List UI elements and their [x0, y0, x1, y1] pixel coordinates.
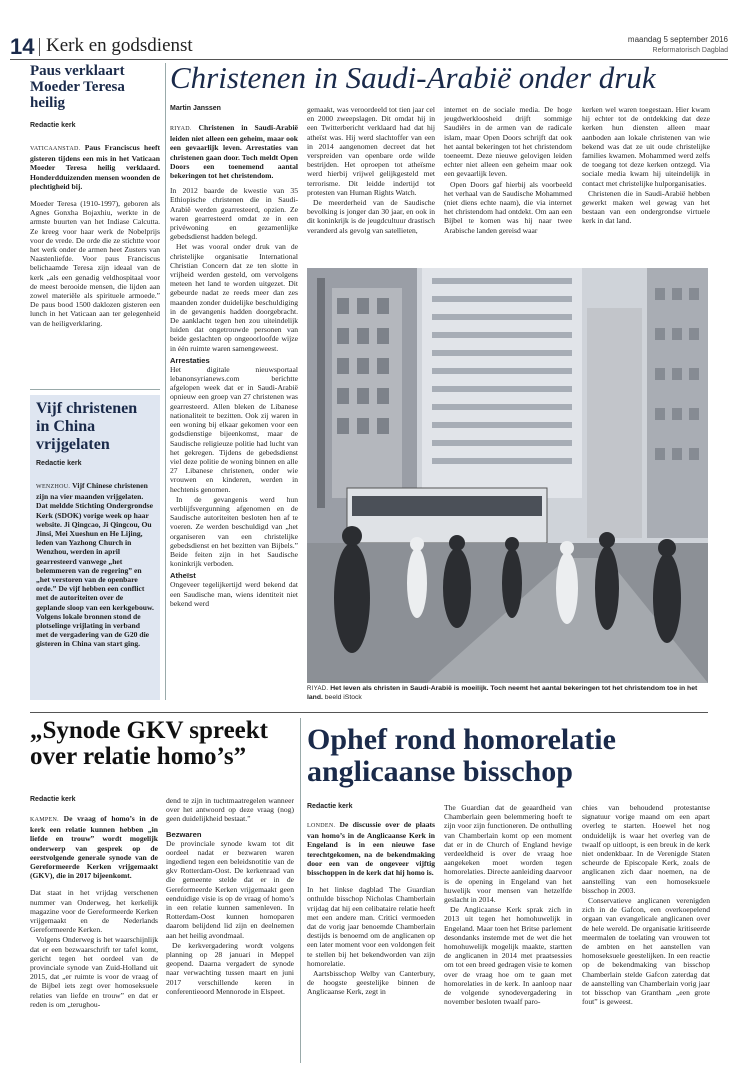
saudi-lead: Christenen in Saudi-Arabië leiden niet alleen een geheim, maar ook een gevaarlijk leven. Arrestaties van christenen gaan door. Toch meldt Open Doors een toenemend aantal bekeringen tot het christendom. — [170, 123, 298, 181]
saudi-col2-p2: De meerderheid van de Saudische bevolking is jonger dan 30 jaar, en ook in dit koninkrijk is de jeugdcultuur drastisch veranderd als gevolg van satellieten, — [307, 198, 435, 235]
saudi-col3-p2: Open Doors gaf hierbij als voorbeeld het verhaal van de Saudische Mohammed (niet diens echte naam), die via internet het christendom had ontdekt. Om aan een Bijbel te komen was hij naar twee Arabische landen gereisd waar — [444, 179, 572, 235]
saudi-subhead-atheist: Atheïst — [170, 571, 196, 581]
ophef-col1-p2: Aartsbisschop Welby van Canterbury, de hoogste geestelijke binnen de Anglicaanse Kerk, zegt in — [307, 969, 435, 997]
ophef-col2 — [444, 803, 572, 1007]
header-divider — [39, 38, 40, 56]
paus-body: Moeder Teresa (1910-1997), geboren als Agnes Gonxha Bojaxhiu, werkte in de armste buurten van het Indiase Calcutta. Ze kreeg voor haar werk de Nobelprijs voor de vrede. De orde die ze stichtte voor het werk onder de armen heet Zusters van Naastenliefde. Voor paus Franciscus belichaamde Teresa zijn ideaal van de kerk „als een genadig veldhospitaal voor de meest berooide mensen, die lijden aan zowel materiële als spirituele armoede.” De paus bood 1500 daklozen gisteren een lunch in het Vaticaan aan ter gelegenheid van de heiligverklaring. — [30, 199, 160, 328]
china-location: WENZHOU. — [36, 484, 71, 490]
saudi-col1-p4: In de gevangenis werd hun verblijfsvergunning afgenomen en de Saudische autoriteiten besloten hen af te voeren. Ze werden beschuldigd van „het organiseren van een christelijke gebedsdienst en het bezitten van Bijbels.” Beide feiten zijn in het Saudische koninkrijk verboden. — [170, 494, 298, 569]
saudi-col3-p1: internet en de sociale media. De hoge jeugdwerkloosheid drijft sommige Saudiërs in de armen van de radicale islam, maar Open Doors schrijft dat ook het aantal bekeringen tot het christendom toeneemt. Deze nieuwe gelovigen leiden echter niet alleen een geheim maar ook een gevaarlijk leven. — [444, 105, 572, 179]
china-headline: Vijf christenen in China vrijgelaten — [36, 400, 138, 453]
synode-col2-p3: De kerkvergadering wordt volgens planning op 28 januari in Meppel geopend. Daarna vergadert de synode naar verwachting tussen maart en juni 2017 verschillende keren in conferentieoord Mennorode in Elspeet. — [166, 940, 294, 996]
photo-caption — [307, 685, 708, 702]
section-title: Kerk en godsdienst — [46, 35, 193, 56]
saudi-byline: Martin Janssen — [170, 105, 221, 112]
paus-byline: Redactie kerk — [30, 122, 76, 129]
paus-rule — [30, 389, 160, 390]
synode-headline: „Synode GKV spreekt over relatie homo’s” — [30, 717, 269, 770]
saudi-photo — [307, 268, 708, 683]
paus-lead: Paus Franciscus heeft gisteren tijdens een mis in het Vaticaan Moeder Teresa heilig verklaard. Honderdduizenden mensen woonden de plechtigheid bij. — [30, 143, 160, 191]
header-date: maandag 5 september 2016 — [627, 35, 728, 44]
saudi-col1 — [170, 123, 298, 609]
synode-col2-p2: De provinciale synode kwam tot dit oordeel nadat er bezwaren waren ingediend tegen een beleidsnotitie van de gkv Rotterdam-Oost. De kerkenraad van die gemeente stelde dat er in de Gereformeerde Kerken vrijgemaakt geen eenduidige visie is op de vraag of homo’s in een relatie kunnen samenleven. In Rotterdam-Oost kunnen homoparen daarom belijdend lid zijn en deelnemen aan het heilig avondmaal. — [166, 838, 294, 940]
synode-lead: De vraag of homo’s in de kerk een relatie kunnen hebben „in liefde en trouw” wordt mogelijk onderwerp van gesprek op de eerstvolgende generale synode van de Gereformeerde Kerken vrijgemaakt (GKV), die in 2017 bijeenkomt. — [30, 814, 158, 881]
saudi-col2 — [307, 105, 435, 236]
column-rule-1 — [165, 63, 166, 700]
saudi-col1-p1: In 2012 baarde de kwestie van 35 Ethiopische christenen die in Saudi-Arabië werden gearresteerd, opzien. Ze waren gearresteerd omdat ze in een privéwoning en gezamenlijke gebedsdienst hadden belegd. — [170, 186, 298, 242]
ophef-col3 — [582, 803, 710, 1007]
synode-location: KAMPEN. — [30, 817, 59, 823]
saudi-col1-p3: Het digitale nieuwsportaal lebanonsyrianews.com berichtte afgelopen week dat er in Saudi-Arabië opnieuw een groep van 27 christenen was gearresteerd. Allen bleken de Libanese nationaliteit te bezitten. Ook zij waren in een woning bij elkaar gekomen voor een godsdienstige bijeenkomst, maar de Saudische religieuze politie had lucht van het gekregen. Tijdens de gebedsdienst viel deze politie de woning binnen en alle 27 Libanese christenen, onder wie vrouwen en kinderen, werden in hechtenis genomen. — [170, 364, 298, 494]
saudi-col1-p5: Ongeveer tegelijkertijd werd bekend dat een Saudische man, wiens identiteit niet bekend werd — [170, 580, 298, 608]
ophef-col2-p2: De Anglicaanse Kerk sprak zich in 2013 uit tegen het homohuwelijk in Engeland. Maar toen het Britse parlement desondanks instemde met de wet die het homohuwelijk mogelijk maakte, startten de anglicanen in 2014 met praatsessies om tot een breed gedragen visie te komen over de vraag hoe om te gaan met homorelaties in de kerk. In aanloop naar de volgende synodevergadering in november besloten twaalf paro- — [444, 905, 572, 1007]
caption-location: RIYAD. — [307, 686, 329, 692]
city-street-image — [307, 268, 708, 683]
saudi-location: RIYAD. — [170, 126, 192, 132]
saudi-col4-p2: Christenen die in Saudi-Arabië hebben gewerkt maken wel gewag van het bestaan van een ondergrondse virtuele kerk in dat land. — [582, 188, 710, 226]
saudi-col2-p1: gemaakt, was veroordeeld tot tien jaar cel en 2000 zweepslagen. Dit omdat hij in een Twitterbericht verklaard had dat hij atheïst was. Hij werd slachtoffer van een in 2014 aangenomen decreet dat het verspreiden van openbare orde wilde bestrijden. Het oproepen tot atheïsme werd hierbij vrijwel gelijkgesteld met terrorisme. Dit leidde indertijd tot protesten van Human Rights Watch. — [307, 105, 435, 197]
ophef-location: LONDEN. — [307, 823, 336, 829]
paus-headline: Paus verklaart Moeder Teresa heilig — [30, 63, 125, 111]
saudi-headline: Christenen in Saudi-Arabië onder druk — [170, 60, 656, 95]
synode-subhead: Bezwaren — [166, 829, 202, 839]
ophef-byline: Redactie kerk — [307, 803, 353, 810]
caption-credit: beeld iStock — [324, 693, 362, 701]
china-lead: Vijf Chinese christenen zijn na vier maanden vrijgelaten. Dat meldde Stichting Ondergrondse Kerk (SDOK) vorige week op haar website. Ji Qingcao, Ji Qingcou, Ou Jinsi, Mei Xueshun en He Lijing, leden van Yazhong Church in Wenzhou, werden in april gearresteerd vanwege „het belemmeren van de regering” en „het verstoren van de openbare orde.” De vijf hebben een conflict met de autoriteiten over de geplande sloop van een kerkgebouw. Volgens lokale bronnen stond de plotselinge vrijlating in verband met de vergadering van de G20 die gisteren in China van start ging. — [36, 481, 154, 649]
page-number: 14 — [10, 34, 35, 59]
bottom-rule — [30, 712, 708, 713]
synode-byline: Redactie kerk — [30, 796, 76, 803]
header-paper: Reformatorisch Dagblad — [652, 47, 728, 54]
ophef-lead: De discussie over de plaats van homo’s in de Anglicaanse Kerk in Engeland is in een nieuwe fase terechtgekomen, na de bekendmaking door een van de ongeveer vijftig bisschoppen in de kerk dat hij homo is. — [307, 820, 435, 878]
caption-text: Het leven als christen in Saudi-Arabië is moeilijk. Toch neemt het aantal bekeringen tot het christendom toe in het land. — [307, 685, 698, 701]
saudi-col1-p2: Het was vooral onder druk van de christelijke organisatie International Christian Concern dat ze ten slotte in vrijheid werden gesteld, om vervolgens meteen het land te worden uitgezet. Dit gebeurde nadat ze reeds meer dan zes maanden zonder duidelijke beschuldiging in de gevangenis hadden doorgebracht. De aanklacht tegen hen zou uiteindelijk luiden dat ongetrouwde personen van beide geslachten op ongeoorloofde wijze in één ruimte waren samengeweest. — [170, 242, 298, 353]
synode-col2-p1: dend te zijn in tuchtmaatregelen wanneer over het antwoord op deze vraag (nog) geen duidelijkheid bestaat.” — [166, 796, 294, 824]
saudi-col4-p1: kerken wel waren toegestaan. Hier kwam hij echter tot de ontdekking dat deze kerken hun diensten alleen maar aanboden aan lokale christenen van wie bekend was dat ze uit oude christelijke families kwamen. Mohammed werd zelfs de toegang tot deze kerken ontzegd. Via sociale media kwam hij uiteindelijk in contact met christelijke hulporganisaties. — [582, 105, 710, 188]
paus-location: VATICAANSTAD. — [30, 146, 81, 152]
ophef-col1 — [307, 820, 435, 998]
ophef-col2-p1: The Guardian dat de geaardheid van Chamberlain geen belemmering hoeft te zijn voor zijn functioneren. De onthulling van Chamberlain komt op een moment dat er in de Church of England hevige verdeeldheid is over de vraag hoe aangekeken moet worden tegen homorelaties. Directe aanleiding daarvoor is de opening in Engeland van het huwelijk voor mensen van hetzelfde geslacht in 2014. — [444, 803, 572, 905]
synode-col2 — [166, 796, 294, 997]
ophef-col3-p1: chies van behoudend protestantse signatuur vorige maand om een apart overleg te starten. Hoewel het nog onduidelijk is waar het overleg van de twaalf op uitloopt, is een breuk in de kerk niet ondenkbaar. In de Verenigde Staten scheurde de Episcopale Kerk, zoals de anglicanen zich daar noemen, na de aanstelling van een homoseksuele bisschop in 2003. — [582, 803, 710, 895]
ophef-headline: Ophef rond homorelatie anglicaanse bisschop — [307, 723, 616, 788]
china-byline: Redactie kerk — [36, 460, 82, 467]
saudi-col3 — [444, 105, 572, 236]
synode-col1 — [30, 814, 158, 1010]
saudi-subhead-arrestaties: Arrestaties — [170, 355, 210, 365]
synode-col1-p1: Dat staat in het vrijdag verschenen nummer van Onderweg, het kerkelijk magazine voor de Gereformeerde Kerken vrijgemaakt en de Nederlands Gereformeerde Kerken. — [30, 888, 158, 935]
paus-article — [30, 63, 160, 329]
ophef-col3-p2: Conservatieve anglicanen verenigden zich in de Gafcon, een overkoepelend orgaan van evangelicale anglicanen over de hele wereld. De organisatie kritiseerde meermalen de toelating van vrouwen tot de ambten en het aanstellen van homoseksuele geestelijken. In een reactie op de bekendmaking van bisschop Chamberlain stelde Gafcon zaterdag dat de aanstelling van Chamberlain vorig jaar tot bisschop van Grantham „een grote fout” is geweest. — [582, 896, 710, 1007]
ophef-col1-p1: In het linkse dagblad The Guardian onthulde bisschop Nicholas Chamberlain vrijdag dat hij een celibataire relatie heeft met een andere man. Critici vermoeden dat de vorig jaar benoemde Chamberlain destijds is benoemd om de anglicanen op een later moment voor een voldongen feit te stellen bij het bekendworden van zijn homorelatie. — [307, 885, 435, 968]
synode-col1-p2: Volgens Onderweg is het waarschijnlijk dat er een bezwaarschrift ter tafel komt, gericht tegen het oordeel van de provinciale synode van Zuid-Holland uit 2015, dat „er ruimte is voor de vraag of de Bijbel iets zegt over homoseksuele relaties van liefde en trouw” en dat er reden is om „terughou- — [30, 935, 158, 1009]
china-box — [30, 395, 160, 700]
saudi-col4 — [582, 105, 710, 227]
column-rule-2 — [300, 718, 301, 1063]
